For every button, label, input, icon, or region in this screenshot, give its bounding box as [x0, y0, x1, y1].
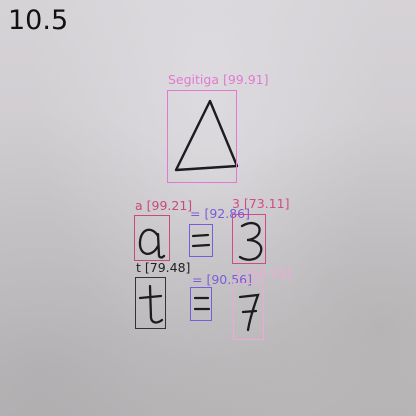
bbox-seven	[233, 283, 264, 340]
bbox-t	[135, 277, 166, 329]
label-equals-1: = [92.86]	[190, 206, 250, 221]
bbox-a	[134, 215, 170, 261]
bbox-equals-2	[190, 287, 212, 321]
fps-readout: 10.5	[8, 5, 69, 36]
label-t: t [79.48]	[136, 260, 191, 275]
label-seven: 7 [50.23]	[234, 266, 292, 281]
bbox-three	[232, 214, 266, 264]
label-three: 3 [73.11]	[232, 196, 290, 211]
label-a: a [99.21]	[135, 198, 193, 213]
label-segitiga: Segitiga [99.91]	[168, 72, 269, 87]
label-equals-2: = [90.56]	[192, 272, 252, 287]
bbox-equals-1	[189, 224, 213, 257]
bbox-segitiga	[167, 90, 237, 183]
